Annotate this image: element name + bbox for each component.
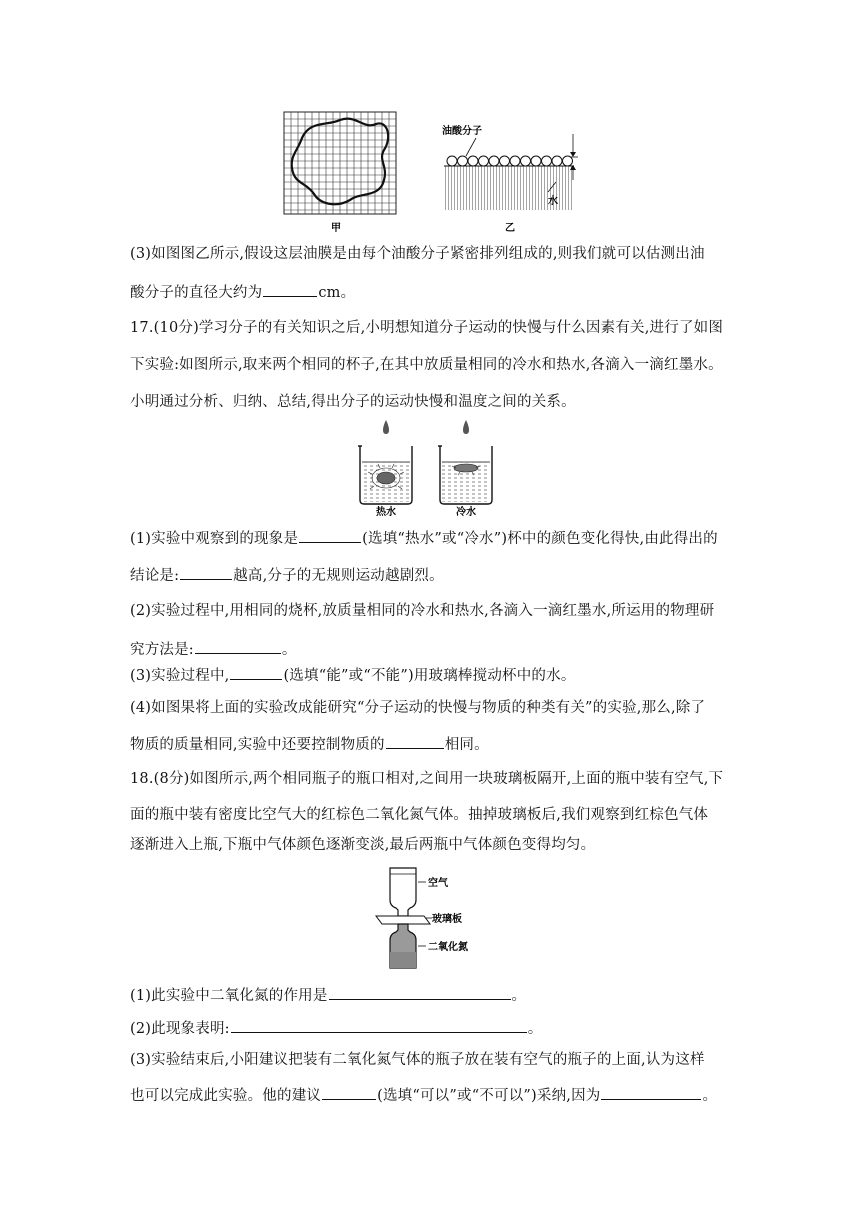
q18-1-line xyxy=(130,984,740,1006)
beakers-figure xyxy=(352,416,502,518)
cold-water-beaker xyxy=(438,420,492,518)
q17-2-text-b: 究方法是: xyxy=(130,642,194,658)
q16-3-text: 酸分子的直径大约为 xyxy=(130,285,263,301)
q17-4-text-b: 物质的质量相同,实验中还要控制物质的 xyxy=(130,737,385,753)
glass-plate-label: 玻璃板 xyxy=(432,914,462,925)
q18-intro-line3: 逐渐进入上瓶,下瓶中气体颜色逐渐变淡,最后两瓶中气体颜色变得均匀。 xyxy=(130,837,596,853)
q16-3-line1: (3)如图图乙所示,假设这层油膜是由每个油酸分子紧密排列组成的,则我们就可以估测出油 xyxy=(130,246,705,262)
q17-2-answer-blank[interactable] xyxy=(195,638,281,654)
q17-1-line2 xyxy=(130,564,740,586)
oil-film-figure xyxy=(280,108,590,236)
q18-2-line xyxy=(130,1017,740,1039)
q17-3-text-a: (3)实验过程中, xyxy=(130,668,230,684)
air-label: 空气 xyxy=(428,878,448,889)
q18-3-text-d: 。 xyxy=(702,1088,718,1104)
q17-4-line1: (4)如图果将上面的实验改成能研究“分子运动的快慢与物质的种类有关”的实验,那么,除了 xyxy=(130,700,706,716)
water-label: 水 xyxy=(548,196,558,207)
molecule-label: 油酸分子 xyxy=(442,126,482,137)
grid-figure-jia xyxy=(284,112,396,234)
q18-3-answer-blank-2[interactable] xyxy=(601,1084,701,1100)
molecule-figure-yi xyxy=(442,124,578,234)
q17-1-line1 xyxy=(130,527,740,549)
q17-2-line2 xyxy=(130,638,740,660)
q18-3-text-c: (选填“可以”或“不可以”)采纳,因为 xyxy=(377,1088,601,1104)
cold-water-label: 冷水 xyxy=(456,507,476,518)
oil-molecule xyxy=(542,156,552,166)
q18-3-line2 xyxy=(130,1084,740,1106)
oil-molecule xyxy=(552,156,562,166)
q17-3-line xyxy=(130,664,740,686)
q17-1-text-b: (选填“热水”或“冷水”)杯中的颜色变化得快,由此得出的 xyxy=(362,531,718,547)
glass-plate xyxy=(376,912,462,925)
hot-water-label: 热水 xyxy=(376,507,396,518)
q16-3-unit: cm。 xyxy=(318,285,356,301)
oil-molecule xyxy=(531,156,541,166)
q18-intro-line2: 面的瓶中装有密度比空气大的红棕色二氧化氮气体。抽掉玻璃板后,我们观察到红棕色气体 xyxy=(130,807,709,823)
oil-molecule xyxy=(510,156,520,166)
hot-water-beaker xyxy=(358,420,412,518)
q17-1-answer-blank-2[interactable] xyxy=(180,564,232,580)
q17-4-line2 xyxy=(130,733,740,755)
q16-3-line2 xyxy=(130,281,740,303)
q18-3-line1: (3)实验结束后,小阳建议把装有二氧化氮气体的瓶子放在装有空气的瓶子的上面,认为这样 xyxy=(130,1052,705,1068)
oil-molecule xyxy=(563,156,573,166)
q17-1-text-d: 越高,分子的无规则运动越剧烈。 xyxy=(233,568,444,584)
q18-3-answer-blank-1[interactable] xyxy=(322,1084,376,1100)
q17-4-answer-blank[interactable] xyxy=(386,733,444,749)
q17-intro-line1: 17.(10分)学习分子的有关知识之后,小明想知道分子运动的快慢与什么因素有关,进行了如图 xyxy=(130,320,724,336)
q17-1-text-c: 结论是: xyxy=(130,568,180,584)
q17-4-text-c: 相同。 xyxy=(444,737,489,753)
q18-1-text-b: 。 xyxy=(511,988,527,1004)
q17-2-text-c: 。 xyxy=(281,642,297,658)
q17-intro-line3: 小明通过分析、归纳、总结,得出分子的运动快慢和温度之间的关系。 xyxy=(130,394,576,410)
q17-1-text-a: (1)实验中观察到的现象是 xyxy=(130,531,299,547)
q17-2-line1: (2)实验过程中,用相同的烧杯,放质量相同的冷水和热水,各滴入一滴红墨水,所运用的物理研 xyxy=(130,603,715,619)
oil-molecule xyxy=(500,156,510,166)
oil-molecule xyxy=(521,156,531,166)
label-yi: 乙 xyxy=(505,223,515,234)
oil-molecule xyxy=(468,156,478,166)
q18-1-answer-blank[interactable] xyxy=(329,984,511,1000)
oil-molecule xyxy=(489,156,499,166)
q18-2-text-a: (2)此现象表明: xyxy=(130,1021,230,1037)
q18-2-answer-blank[interactable] xyxy=(231,1017,527,1033)
no2-label: 二氧化氮 xyxy=(428,942,468,953)
q17-intro-line2: 下实验:如图所示,取来两个相同的杯子,在其中放质量相同的冷水和热水,各滴入一滴红墨水。 xyxy=(130,357,723,373)
q17-3-answer-blank[interactable] xyxy=(230,664,282,680)
q18-1-text-a: (1)此实验中二氧化氮的作用是 xyxy=(130,988,328,1004)
label-jia: 甲 xyxy=(331,223,341,234)
q18-3-text-b: 也可以完成此实验。他的建议 xyxy=(130,1088,322,1104)
oil-molecule xyxy=(447,156,457,166)
oil-molecule xyxy=(479,156,489,166)
q17-3-text-b: (选填“能”或“不能”)用玻璃棒搅动杯中的水。 xyxy=(283,668,576,684)
air-bottle xyxy=(390,868,449,916)
q18-intro-line1: 18.(8分)如图所示,两个相同瓶子的瓶口相对,之间用一块玻璃板隔开,上面的瓶中装有空气,下 xyxy=(130,771,724,787)
bottles-figure xyxy=(372,864,512,972)
oil-molecule xyxy=(458,156,468,166)
q17-1-answer-blank-1[interactable] xyxy=(299,527,361,543)
no2-bottle xyxy=(390,924,468,968)
q18-2-text-b: 。 xyxy=(527,1021,543,1037)
q16-3-answer-blank[interactable] xyxy=(263,281,317,297)
